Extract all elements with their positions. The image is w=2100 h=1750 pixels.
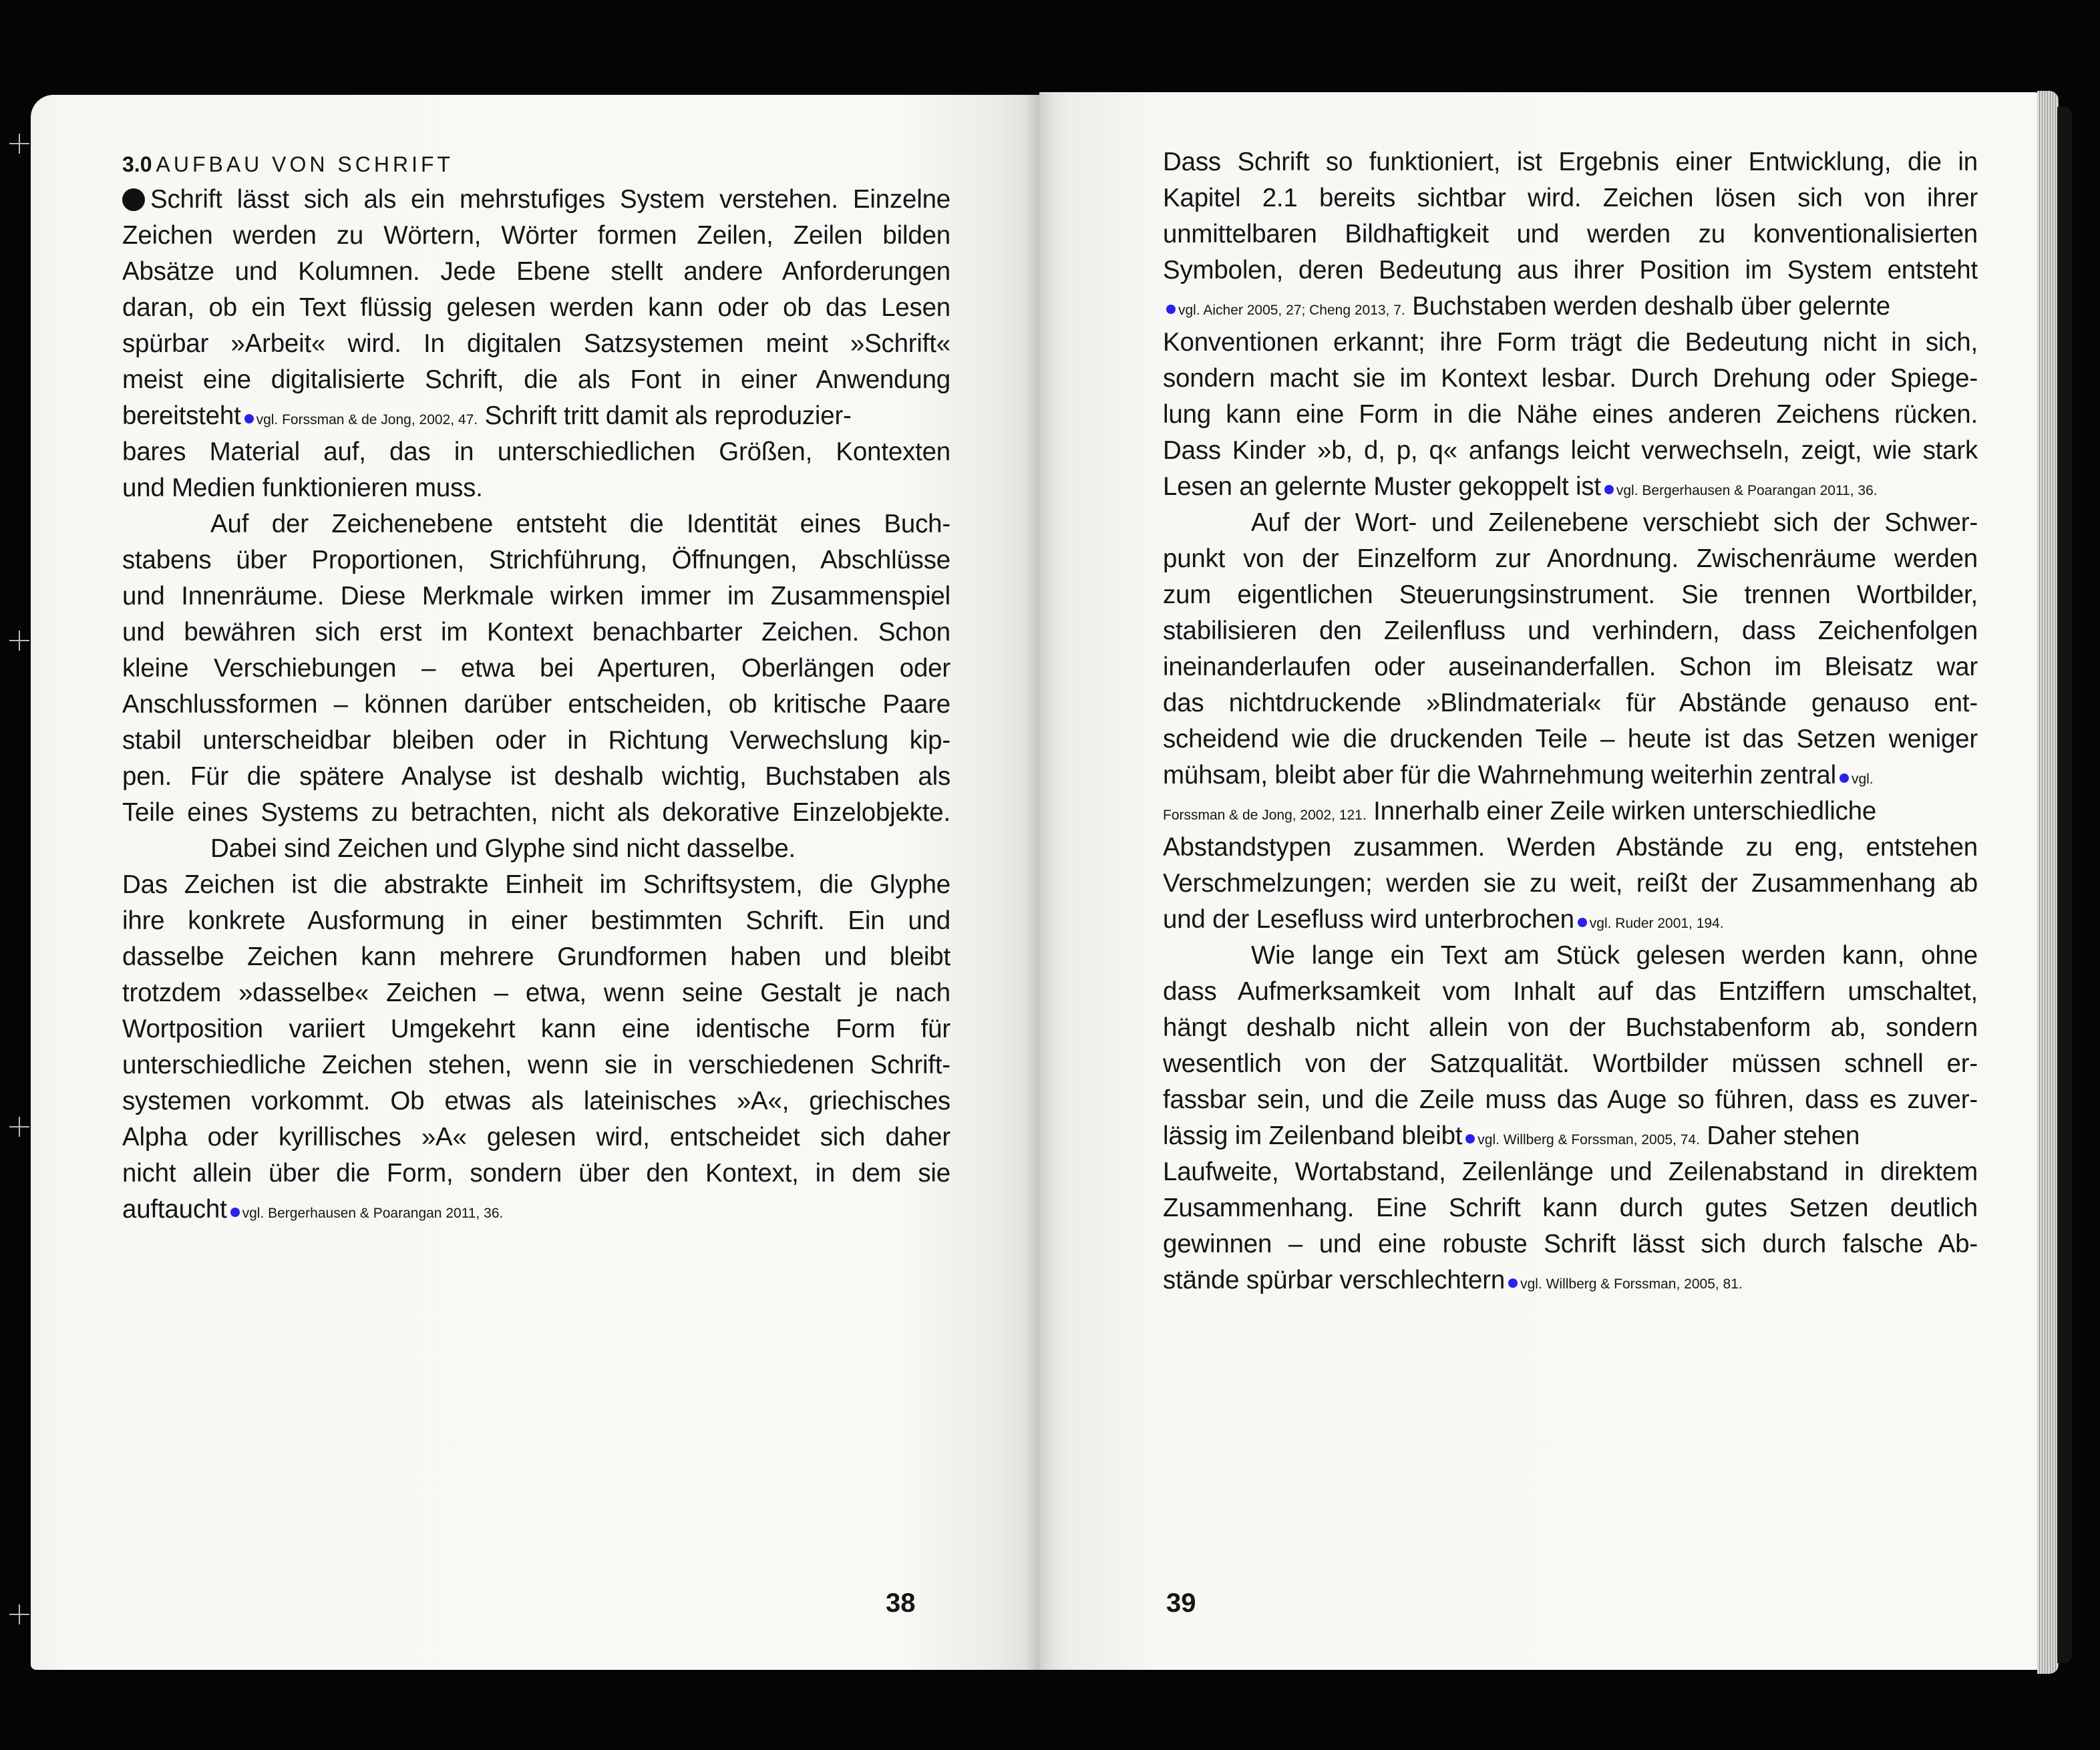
text-line: Forssman & de Jong, 2002, 121. Innerhalb einer Zeile wirken unterschiedliche — [1163, 797, 1877, 826]
crop-mark-icon — [9, 134, 29, 154]
text-line: Zeichen werden zu Wörtern, Wörter formen Zeilen, Zeilen bilden — [122, 221, 950, 250]
text-line: nicht allein über die Form, sondern über den Kontext, in dem sie — [122, 1159, 950, 1188]
citation: vgl. Willberg & Forssman, 2005, 74. — [1477, 1132, 1700, 1148]
text-line: bares Material auf, das in unterschiedlichen Größen, Kontexten — [122, 437, 950, 466]
text-line: Das Zeichen ist die abstrakte Einheit im Schriftsystem, die Glyphe — [122, 870, 950, 899]
cover-edge — [2057, 107, 2072, 1663]
right-body-text — [1163, 144, 1978, 1298]
text-line: Auf der Wort- und Zeilenebene verschiebt sich der Schwer- — [1251, 508, 1978, 537]
citation-dot-icon — [1166, 305, 1176, 314]
text-line: Symbolen, deren Bedeutung aus ihrer Position im System entsteht — [1163, 256, 1978, 285]
bullet-icon — [122, 188, 145, 211]
text-line: scheidend wie die druckenden Teile – heute ist das Setzen weniger — [1163, 725, 1978, 753]
text-line: mühsam, bleibt aber für die Wahrnehmung weiterhin zentral vgl. — [1163, 761, 1874, 790]
left-body-text — [122, 182, 950, 1228]
text-line: vgl. Aicher 2005, 27; Cheng 2013, 7. Buchstaben werden deshalb über gelernte — [1163, 289, 1978, 325]
text-line: stabilisieren den Zeilenfluss und verhindern, dass Zeichenfolgen — [1163, 617, 1978, 645]
text-line: zum eigentlichen Steuerungsinstrument. Sie trennen Wortbilder, — [1163, 580, 1978, 609]
citation: vgl. Bergerhausen & Poarangan 2011, 36. — [1616, 483, 1878, 498]
page-edges — [2037, 91, 2059, 1674]
text-line: bereitsteht vgl. Forssman & de Jong, 2002, 47. Schrift tritt damit als reproduzier- — [122, 401, 852, 430]
citation: vgl. Bergerhausen & Poarangan 2011, 36. — [242, 1206, 504, 1221]
text-line: wesentlich von der Satzqualität. Wortbilder müssen schnell er- — [1163, 1049, 1978, 1078]
text-line: sondern macht sie im Kontext lesbar. Durch Drehung oder Spiege- — [1163, 364, 1978, 393]
citation: vgl. Ruder 2001, 194. — [1589, 916, 1724, 931]
chapter-title: AUFBAU VON SCHRIFT — [156, 152, 454, 176]
text-line: punkt von der Einzelform zur Anordnung. Zwischenräume werden — [1163, 544, 1978, 573]
text-line: stände spürbar verschlechtern vgl. Willberg & Forssman, 2005, 81. — [1163, 1266, 1743, 1294]
citation-dot-icon — [244, 414, 254, 423]
text-line: hängt deshalb nicht allein von der Buchstabenform ab, sondern — [1163, 1013, 1978, 1042]
text-line: Dabei sind Zeichen und Glyphe sind nicht dasselbe. — [210, 834, 796, 863]
crop-mark-icon — [9, 631, 29, 651]
citation-dot-icon — [1840, 773, 1849, 783]
citation-dot-icon — [1578, 918, 1587, 927]
citation: vgl. — [1851, 771, 1874, 787]
text-line: gewinnen – und eine robuste Schrift lässt sich durch falsche Ab- — [1163, 1230, 1978, 1258]
citation-dot-icon — [1465, 1134, 1475, 1144]
page-number-left: 38 — [886, 1588, 916, 1618]
text-line: dasselbe Zeichen kann mehrere Grundformen haben und bleibt — [122, 942, 950, 971]
text-line: Lesen an gelernte Muster gekoppelt ist vgl. Bergerhausen & Poarangan 2011, 36. — [1163, 472, 1878, 501]
crop-mark-icon — [9, 1604, 29, 1624]
text-line: auftaucht vgl. Bergerhausen & Poarangan 2011, 36. — [122, 1195, 504, 1224]
citation-dot-icon — [1508, 1278, 1518, 1288]
text-line: Alpha oder kyrillisches »A« gelesen wird, entscheidet sich daher — [122, 1123, 950, 1152]
text-line: Laufweite, Wortabstand, Zeilenlänge und Zeilenabstand in direktem — [1163, 1158, 1978, 1186]
text-line: das nichtdruckende »Blindmaterial« für Abstände genauso ent- — [1163, 689, 1978, 717]
text-line: unterschiedliche Zeichen stehen, wenn sie in verschiedenen Schrift- — [122, 1051, 950, 1079]
text-line: kleine Verschiebungen – etwa bei Aperturen, Oberlängen oder — [122, 654, 950, 683]
text-line: Zusammenhang. Eine Schrift kann durch gutes Setzen deutlich — [1163, 1194, 1978, 1222]
text-line: meist eine digitalisierte Schrift, die als Font in einer Anwendung — [122, 365, 950, 394]
text-line: Verschmelzungen; werden sie zu weit, reißt der Zusammenhang ab — [1163, 869, 1978, 898]
text-line: und Medien funktionieren muss. — [122, 474, 483, 502]
text-line: trotzdem »dasselbe« Zeichen – etwa, wenn seine Gestalt je nach — [122, 979, 950, 1007]
text-line: Kapitel 2.1 bereits sichtbar wird. Zeichen lösen sich von ihrer — [1163, 184, 1978, 212]
book-gutter — [1025, 94, 1055, 1670]
text-line: fassbar sein, und die Zeile muss das Auge so führen, dass es zuver- — [1163, 1085, 1978, 1114]
text-line: Schrift lässt sich als ein mehrstufiges System verstehen. Einzelne — [122, 182, 950, 218]
text-line: daran, ob ein Text flüssig gelesen werden kann oder ob das Lesen — [122, 293, 950, 322]
citation-dot-icon — [230, 1208, 240, 1217]
citation-dot-icon — [1604, 485, 1614, 494]
text-line: unmittelbaren Bildhaftigkeit und werden zu konventionalisierten — [1163, 220, 1978, 248]
text-line: Absätze und Kolumnen. Jede Ebene stellt andere Anforderungen — [122, 257, 950, 286]
text-line: stabens über Proportionen, Strichführung, Öffnungen, Abschlüsse — [122, 546, 950, 574]
chapter-number: 3.0 — [122, 152, 152, 176]
text-line: Dass Schrift so funktioniert, ist Ergebnis einer Entwicklung, die in — [1163, 148, 1978, 176]
text-line: Wie lange ein Text am Stück gelesen werden kann, ohne — [1251, 941, 1978, 970]
text-line: stabil unterscheidbar bleiben oder in Richtung Verwechslung kip- — [122, 726, 950, 755]
text-line: ihre konkrete Ausformung in einer bestimmten Schrift. Ein und — [122, 906, 950, 935]
crop-mark-icon — [9, 1117, 29, 1137]
text-line: Teile eines Systems zu betrachten, nicht als dekorative Einzelobjekte. — [122, 798, 950, 827]
text-line: pen. Für die spätere Analyse ist deshalb wichtig, Buchstaben als — [122, 762, 950, 791]
text-line: lung kann eine Form in die Nähe eines anderen Zeichens rücken. — [1163, 400, 1978, 429]
text-line: lässig im Zeilenband bleibt vgl. Willberg & Forssman, 2005, 74. Daher stehen — [1163, 1121, 1860, 1150]
text-line: Dass Kinder »b, d, p, q« anfangs leicht verwechseln, zeigt, wie stark — [1163, 436, 1978, 465]
text-line: systemen vorkommt. Ob etwas als lateinisches »A«, griechisches — [122, 1087, 950, 1115]
text-line: Auf der Zeichenebene entsteht die Identität eines Buch- — [210, 510, 950, 538]
text-line: spürbar »Arbeit« wird. In digitalen Satzsystemen meint »Schrift« — [122, 329, 950, 358]
text-line: und der Lesefluss wird unterbrochen vgl. Ruder 2001, 194. — [1163, 905, 1724, 934]
page-number-right: 39 — [1166, 1588, 1196, 1618]
text-line: und bewähren sich erst im Kontext benachbarter Zeichen. Schon — [122, 618, 950, 647]
citation: Forssman & de Jong, 2002, 121. — [1163, 808, 1367, 823]
text-line: Wortposition variiert Umgekehrt kann eine identische Form für — [122, 1015, 950, 1043]
chapter-heading — [122, 150, 454, 179]
text-line: dass Aufmerksamkeit vom Inhalt auf das Entziffern umschaltet, — [1163, 977, 1978, 1006]
text-line: ineinanderlaufen oder auseinanderfallen. Schon im Bleisatz war — [1163, 653, 1978, 681]
citation: vgl. Willberg & Forssman, 2005, 81. — [1520, 1276, 1743, 1292]
text-line: Abstandstypen zusammen. Werden Abstände zu eng, entstehen — [1163, 833, 1978, 862]
text-line: Konventionen erkannt; ihre Form trägt die Bedeutung nicht in sich, — [1163, 328, 1978, 357]
text-line: und Innenräume. Diese Merkmale wirken immer im Zusammenspiel — [122, 582, 950, 610]
citation: vgl. Aicher 2005, 27; Cheng 2013, 7. — [1178, 303, 1405, 318]
text-line: Anschlussformen – können darüber entscheiden, ob kritische Paare — [122, 690, 950, 719]
citation: vgl. Forssman & de Jong, 2002, 47. — [256, 412, 478, 427]
